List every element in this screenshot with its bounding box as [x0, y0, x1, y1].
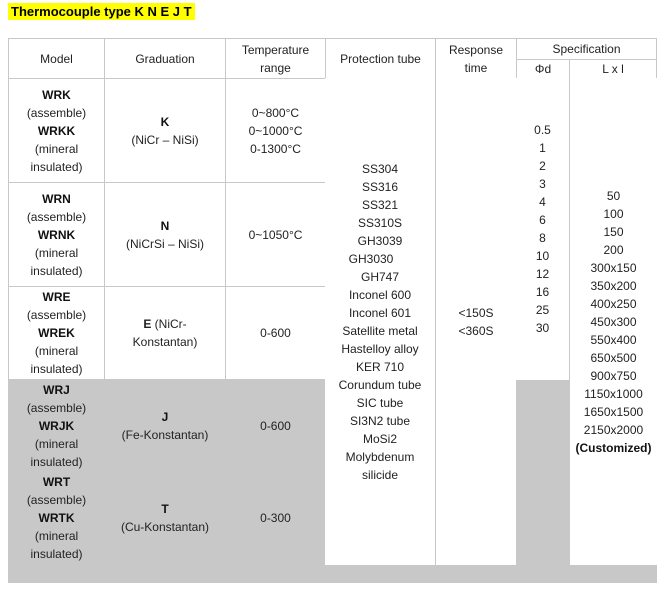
protection-tube-item: GH3039 [357, 233, 403, 248]
diameter-value: 30 [535, 321, 550, 335]
row2-model: WRN (assemble) WRNK (mineral insulated) [8, 182, 105, 287]
diameter-value: 8 [539, 231, 546, 245]
header-model: Model [8, 38, 105, 79]
diameter-value: 16 [535, 285, 550, 299]
header-phi-d: Φd [516, 59, 570, 79]
length-value: 450x300 [590, 314, 637, 329]
length-value: 400x250 [590, 296, 637, 311]
protection-tube-item: SS316 [361, 179, 399, 194]
length-value: 650x500 [590, 350, 637, 365]
header-specification: Specification [516, 38, 657, 60]
row1-temperature: 0~800°C 0~1000°C 0-1300°C [225, 78, 326, 183]
response-time-column [436, 78, 516, 565]
length-value: 50 [606, 188, 621, 203]
protection-tube-item: Corundum tube [338, 377, 422, 392]
protection-tube-item: Satellite metal [342, 323, 418, 338]
row2-temperature: 0~1050°C [225, 182, 326, 287]
length-value: 300x150 [590, 260, 637, 275]
length-value: 2150x2000 [583, 422, 644, 437]
customized-note: (Customized) [575, 440, 652, 455]
diameter-column [516, 78, 569, 380]
diameter-value: 6 [539, 213, 546, 227]
header-graduation: Graduation [104, 38, 226, 79]
header-lxl: L x l [569, 59, 657, 79]
diameter-value: 1 [539, 141, 546, 155]
response-time-value: <360S [458, 323, 494, 338]
length-column [570, 78, 657, 565]
row3-temperature: 0-600 [225, 286, 326, 380]
header-protection: Protection tube [325, 38, 436, 79]
protection-tube-item: GH747 [360, 269, 400, 284]
row3-graduation: E (NiCr- Konstantan) [104, 286, 226, 380]
protection-tube-item: MoSi2 [362, 431, 397, 446]
row5-model: WRT (assemble) WRTK (mineral insulated) [8, 472, 105, 564]
length-value: 150 [603, 224, 624, 239]
row1-model: WRK (assemble) WRKK (mineral insulated) [8, 78, 105, 183]
diameter-value: 0.5 [534, 123, 551, 137]
length-value: 1650x1500 [583, 404, 644, 419]
length-value: 200 [603, 242, 624, 257]
row4-model: WRJ (assemble) WRJK (mineral insulated) [8, 380, 105, 472]
row2-graduation: N (NiCrSi – NiSi) [104, 182, 226, 287]
page-heading: Thermocouple type K N E J T [8, 3, 195, 20]
length-value: 100 [603, 206, 624, 221]
protection-tube-item: Inconel 600 [348, 287, 412, 302]
protection-tube-item: SI3N2 tube [349, 413, 411, 428]
row5-temperature: 0-300 [225, 472, 326, 564]
diameter-value: 4 [539, 195, 546, 209]
length-value: 350x200 [590, 278, 637, 293]
row3-model: WRE (assemble) WREK (mineral insulated) [8, 286, 105, 380]
protection-tube-item: Molybdenum [345, 449, 415, 464]
row1-graduation: K (NiCr – NiSi) [104, 78, 226, 183]
row4-graduation: J (Fe-Konstantan) [104, 380, 226, 472]
header-temperature: Temperature range [225, 38, 326, 79]
protection-tube-item: Hastelloy alloy [341, 341, 419, 356]
diameter-value: 3 [539, 177, 546, 191]
protection-tube-item: Inconel 601 [348, 305, 412, 320]
protection-tube-item: SIC tube [356, 395, 404, 410]
protection-tube-item: SS310S [357, 215, 403, 230]
row5-graduation: T (Cu-Konstantan) [104, 472, 226, 564]
diameter-value: 2 [539, 159, 546, 173]
response-time-value: <150S [458, 305, 494, 320]
header-response: Response time [435, 38, 517, 79]
protection-tube-item: GH3030 [348, 251, 394, 266]
protection-tube-item: silicide [361, 467, 398, 482]
length-value: 900x750 [590, 368, 637, 383]
protection-tube-item: SS304 [361, 161, 399, 176]
protection-tube-item: KER 710 [355, 359, 405, 374]
length-value: 1150x1000 [584, 386, 643, 401]
diameter-value: 25 [535, 303, 550, 317]
protection-tube-list [325, 78, 435, 565]
length-value: 550x400 [590, 332, 637, 347]
protection-tube-item: SS321 [361, 197, 399, 212]
diameter-value: 12 [535, 267, 550, 281]
row4-temperature: 0-600 [225, 380, 326, 472]
diameter-value: 10 [535, 249, 550, 263]
